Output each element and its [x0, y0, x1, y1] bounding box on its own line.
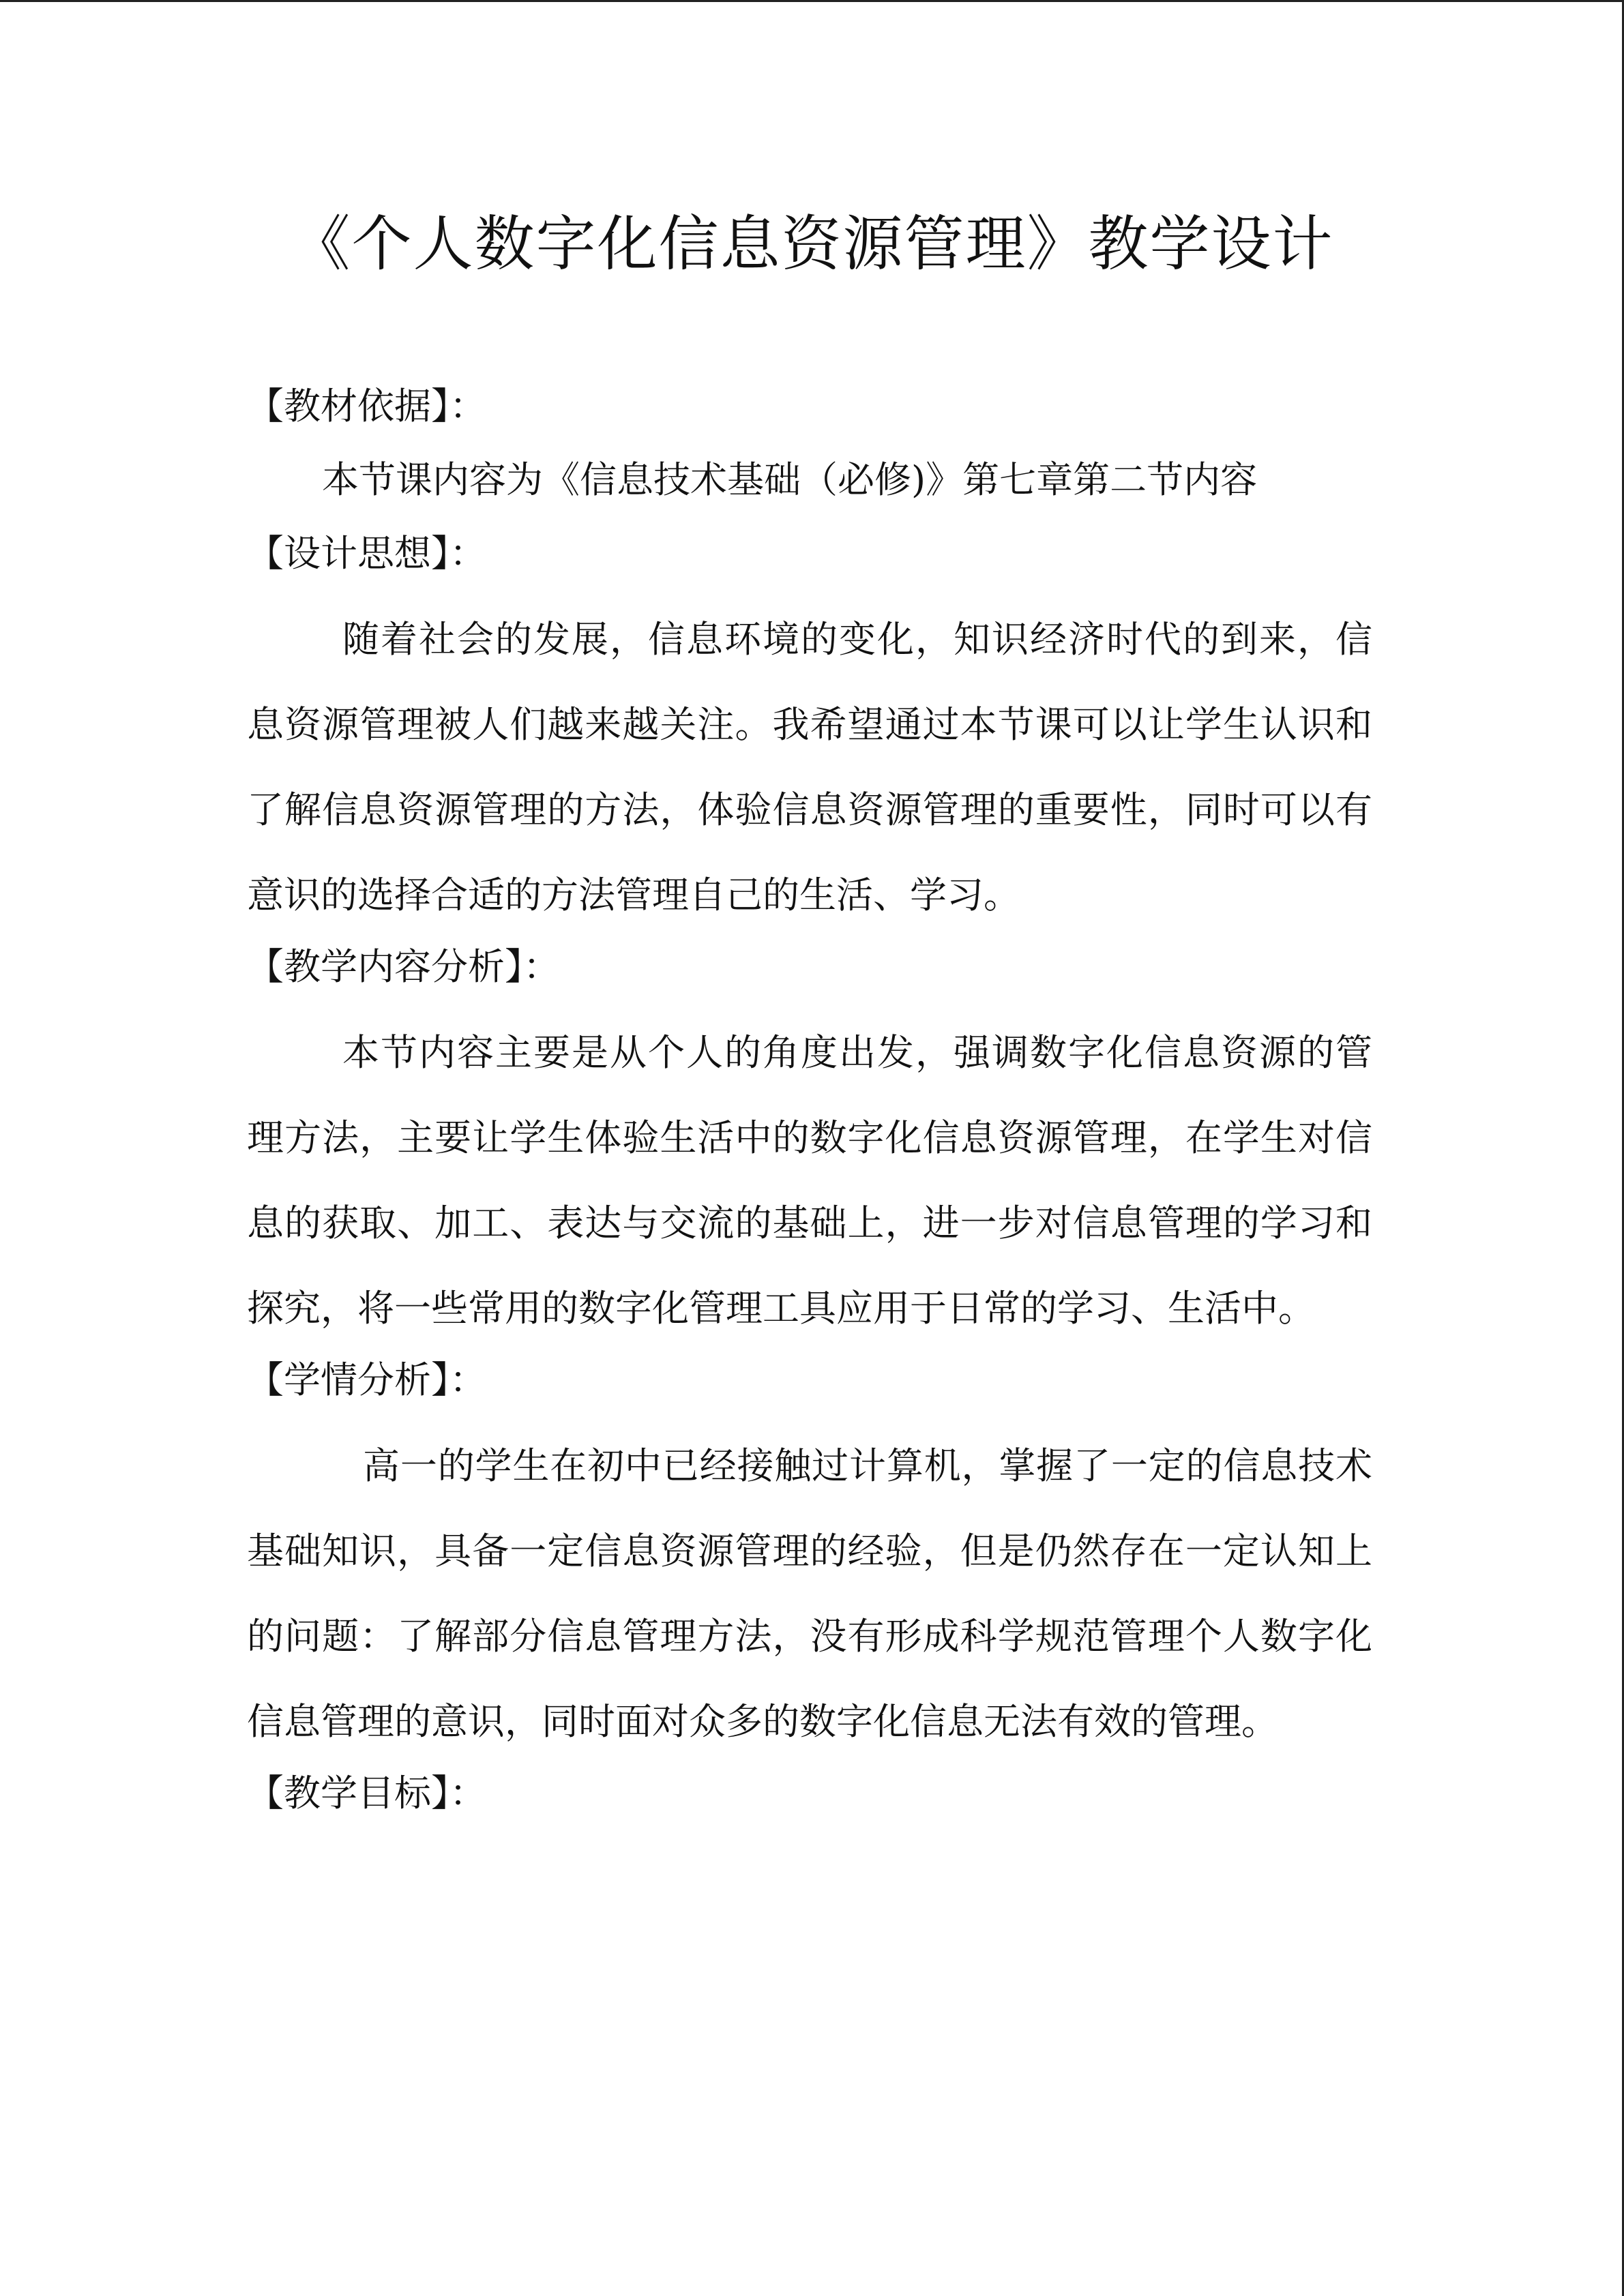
section-heading-teaching-objectives: 【教学目标】： [247, 1772, 486, 1815]
section-heading-content-analysis: 【教学内容分析】： [247, 945, 560, 988]
section-heading-textbook-basis: 【教材依据】： [247, 385, 486, 428]
section-paragraph-textbook-basis: 本节课内容为《信息技术基础（必修)》第七章第二节内容 [322, 458, 1258, 501]
document-body [247, 384, 1372, 1816]
section-paragraph-design-idea: 随着社会的发展，信息环境的变化，知识经济时代的到来，信息资源管理被人们越来越关注。我希望通过本节课可以让学生认识和了解信息资源管理的方法，体验信息资源管理的重要性，同时可以有意识的选择合适的方法管理自己的生活、学习。 [247, 618, 1372, 916]
document-title: 《个人数字化信息资源管理》教学设计 [290, 209, 1334, 279]
section-paragraph-content-analysis: 本节内容主要是从个人的角度出发，强调数字化信息资源的管理方法，主要让学生体验生活中的数字化信息资源管理，在学生对信息的获取、加工、表达与交流的基础上，进一步对信息管理的学习和探究，将一些常用的数字化管理工具应用于日常的学习、生活中。 [247, 1031, 1372, 1330]
section-heading-design-idea: 【设计思想】： [247, 532, 486, 575]
section-heading-learner-analysis: 【学情分析】： [247, 1358, 486, 1401]
section-paragraph-learner-analysis: 高一的学生在初中已经接触过计算机，掌握了一定的信息技术基础知识，具备一定信息资源管理的经验，但是仍然存在一定认知上的问题：了解部分信息管理方法，没有形成科学规范管理个人数字化信息管理的意识，同时面对众多的数字化信息无法有效的管理。 [247, 1444, 1372, 1743]
